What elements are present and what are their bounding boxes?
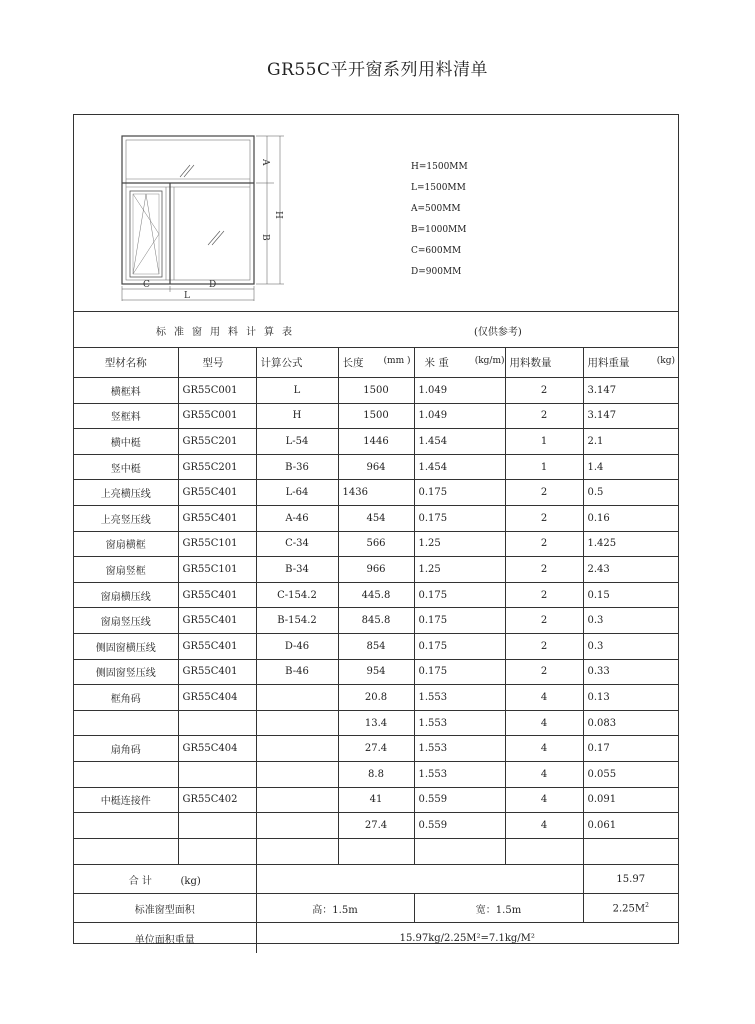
cell-quantity: 1 bbox=[505, 429, 583, 455]
cell-unit-weight: 0.175 bbox=[414, 633, 505, 659]
cell-quantity: 4 bbox=[505, 685, 583, 711]
cell-length: 20.8 bbox=[338, 685, 414, 711]
cell-length bbox=[338, 838, 414, 864]
table-header-row bbox=[74, 348, 678, 378]
cell-length: 454 bbox=[338, 505, 414, 531]
dim-label-c: C bbox=[143, 280, 150, 290]
header-length-unit: (mm ) bbox=[383, 356, 411, 366]
cell-quantity: 2 bbox=[505, 659, 583, 685]
cell-unit-weight: 0.175 bbox=[414, 608, 505, 634]
cell-total-weight: 1.4 bbox=[583, 454, 678, 480]
cell-quantity: 4 bbox=[505, 813, 583, 839]
cell-length: 1500 bbox=[338, 378, 414, 404]
cell-formula bbox=[256, 736, 338, 762]
table-row bbox=[74, 582, 678, 608]
cell-model: GR55C201 bbox=[178, 454, 256, 480]
cell-quantity: 2 bbox=[505, 531, 583, 557]
table-row bbox=[74, 787, 678, 813]
cell-length: 41 bbox=[338, 787, 414, 813]
cell-formula bbox=[256, 710, 338, 736]
cell-formula: L-54 bbox=[256, 429, 338, 455]
cell-unit-weight: 1.454 bbox=[414, 429, 505, 455]
cell-total-weight: 0.061 bbox=[583, 813, 678, 839]
dimension-d: D=900MM bbox=[411, 267, 462, 277]
cell-name: 上亮横压线 bbox=[74, 480, 178, 506]
cell-name: 横框料 bbox=[74, 378, 178, 404]
dim-label-l: L bbox=[184, 291, 190, 301]
table-row bbox=[74, 633, 678, 659]
cell-quantity: 2 bbox=[505, 403, 583, 429]
area-value-cell bbox=[583, 894, 678, 923]
cell-model: GR55C001 bbox=[178, 378, 256, 404]
cell-model: GR55C101 bbox=[178, 557, 256, 583]
sum-value: 15.97 bbox=[583, 865, 678, 894]
cell-total-weight: 2.1 bbox=[583, 429, 678, 455]
cell-length: 8.8 bbox=[338, 761, 414, 787]
sum-label-cell bbox=[74, 865, 256, 894]
cell-unit-weight: 1.049 bbox=[414, 403, 505, 429]
table-row bbox=[74, 838, 678, 864]
cell-total-weight: 0.055 bbox=[583, 761, 678, 787]
cell-unit-weight: 1.25 bbox=[414, 531, 505, 557]
cell-model: GR55C402 bbox=[178, 787, 256, 813]
table-row bbox=[74, 761, 678, 787]
cell-formula: B-34 bbox=[256, 557, 338, 583]
cell-model bbox=[178, 761, 256, 787]
cell-quantity: 2 bbox=[505, 557, 583, 583]
cell-unit-weight: 1.25 bbox=[414, 557, 505, 583]
cell-name: 框角码 bbox=[74, 685, 178, 711]
cell-formula: B-154.2 bbox=[256, 608, 338, 634]
material-list-frame bbox=[73, 114, 679, 944]
table-row bbox=[74, 403, 678, 429]
cell-unit-weight: 0.559 bbox=[414, 787, 505, 813]
cell-model bbox=[178, 710, 256, 736]
cell-total-weight bbox=[583, 838, 678, 864]
cell-quantity: 2 bbox=[505, 378, 583, 404]
area-width: 宽：1.5m bbox=[414, 894, 583, 923]
header-qty: 用料数量 bbox=[505, 348, 583, 378]
table-row bbox=[74, 454, 678, 480]
summary-table bbox=[74, 864, 678, 953]
cell-total-weight: 0.33 bbox=[583, 659, 678, 685]
cell-total-weight: 0.16 bbox=[583, 505, 678, 531]
cell-formula bbox=[256, 838, 338, 864]
unit-weight-row bbox=[74, 923, 678, 954]
cell-name: 侧固窗横压线 bbox=[74, 633, 178, 659]
cell-length: 1446 bbox=[338, 429, 414, 455]
cell-length: 13.4 bbox=[338, 710, 414, 736]
cell-length: 966 bbox=[338, 557, 414, 583]
cell-name bbox=[74, 761, 178, 787]
cell-quantity bbox=[505, 838, 583, 864]
cell-name: 横中梃 bbox=[74, 429, 178, 455]
cell-total-weight: 2.43 bbox=[583, 557, 678, 583]
cell-formula: B-46 bbox=[256, 659, 338, 685]
cell-formula bbox=[256, 813, 338, 839]
area-height: 高：1.5m bbox=[256, 894, 414, 923]
cell-quantity: 2 bbox=[505, 480, 583, 506]
cell-quantity: 4 bbox=[505, 761, 583, 787]
cell-formula bbox=[256, 685, 338, 711]
cell-name bbox=[74, 813, 178, 839]
cell-formula bbox=[256, 787, 338, 813]
cell-unit-weight: 1.553 bbox=[414, 685, 505, 711]
cell-name: 侧固窗竖压线 bbox=[74, 659, 178, 685]
section-note: (仅供参考) bbox=[474, 327, 522, 338]
cell-model: GR55C101 bbox=[178, 531, 256, 557]
cell-unit-weight: 0.559 bbox=[414, 813, 505, 839]
cell-formula: L-64 bbox=[256, 480, 338, 506]
cell-formula: C-154.2 bbox=[256, 582, 338, 608]
cell-name: 窗扇横框 bbox=[74, 531, 178, 557]
dim-label-a: A bbox=[260, 159, 270, 166]
cell-length: 566 bbox=[338, 531, 414, 557]
cell-model: GR55C201 bbox=[178, 429, 256, 455]
cell-total-weight: 0.15 bbox=[583, 582, 678, 608]
cell-formula: C-34 bbox=[256, 531, 338, 557]
cell-unit-weight: 1.454 bbox=[414, 454, 505, 480]
section-heading: 标准窗用料计算表 bbox=[156, 327, 300, 338]
sum-label: 合 计 bbox=[128, 875, 152, 887]
cell-name bbox=[74, 838, 178, 864]
table-row bbox=[74, 685, 678, 711]
cell-model: GR55C404 bbox=[178, 685, 256, 711]
table-row bbox=[74, 659, 678, 685]
cell-total-weight: 0.17 bbox=[583, 736, 678, 762]
cell-model bbox=[178, 813, 256, 839]
dimension-h: H=1500MM bbox=[411, 162, 468, 172]
cell-model: GR55C001 bbox=[178, 403, 256, 429]
cell-name: 窗扇竖框 bbox=[74, 557, 178, 583]
cell-formula: H bbox=[256, 403, 338, 429]
material-table bbox=[74, 347, 678, 865]
header-weight-label: 米 重 bbox=[424, 357, 449, 369]
cell-length: 445.8 bbox=[338, 582, 414, 608]
cell-length: 1500 bbox=[338, 403, 414, 429]
table-row bbox=[74, 736, 678, 762]
cell-name bbox=[74, 710, 178, 736]
unit-weight-label: 单位面积重量 bbox=[74, 923, 256, 954]
cell-length: 954 bbox=[338, 659, 414, 685]
header-length-label: 长度 bbox=[342, 357, 364, 369]
cell-model: GR55C401 bbox=[178, 505, 256, 531]
cell-name: 扇角码 bbox=[74, 736, 178, 762]
cell-unit-weight bbox=[414, 838, 505, 864]
cell-total-weight: 0.083 bbox=[583, 710, 678, 736]
cell-length: 27.4 bbox=[338, 736, 414, 762]
cell-total-weight: 0.13 bbox=[583, 685, 678, 711]
cell-quantity: 2 bbox=[505, 505, 583, 531]
cell-quantity: 2 bbox=[505, 582, 583, 608]
cell-model: GR55C404 bbox=[178, 736, 256, 762]
cell-total-weight: 0.091 bbox=[583, 787, 678, 813]
cell-model bbox=[178, 838, 256, 864]
table-row bbox=[74, 531, 678, 557]
page-title: GR55C平开窗系列用料清单 bbox=[266, 60, 489, 80]
area-row bbox=[74, 894, 678, 923]
table-row bbox=[74, 429, 678, 455]
cell-length: 845.8 bbox=[338, 608, 414, 634]
cell-model: GR55C401 bbox=[178, 659, 256, 685]
cell-length: 27.4 bbox=[338, 813, 414, 839]
cell-formula bbox=[256, 761, 338, 787]
area-value: 2.25M bbox=[612, 903, 646, 915]
table-row bbox=[74, 710, 678, 736]
cell-quantity: 4 bbox=[505, 787, 583, 813]
dimension-c: C=600MM bbox=[411, 246, 462, 256]
header-total bbox=[583, 348, 678, 378]
cell-unit-weight: 0.175 bbox=[414, 480, 505, 506]
header-total-label: 用料重量 bbox=[587, 357, 630, 369]
cell-quantity: 4 bbox=[505, 710, 583, 736]
table-row bbox=[74, 378, 678, 404]
table-row bbox=[74, 480, 678, 506]
cell-unit-weight: 1.553 bbox=[414, 736, 505, 762]
cell-quantity: 1 bbox=[505, 454, 583, 480]
cell-unit-weight: 1.553 bbox=[414, 761, 505, 787]
dim-label-h: H bbox=[273, 211, 283, 219]
cell-total-weight: 0.5 bbox=[583, 480, 678, 506]
dimension-a: A=500MM bbox=[411, 204, 461, 214]
sum-spacer bbox=[256, 865, 583, 894]
cell-unit-weight: 0.175 bbox=[414, 659, 505, 685]
table-row bbox=[74, 557, 678, 583]
cell-model: GR55C401 bbox=[178, 608, 256, 634]
header-model: 型号 bbox=[178, 348, 256, 378]
cell-name: 窗扇横压线 bbox=[74, 582, 178, 608]
cell-unit-weight: 1.553 bbox=[414, 710, 505, 736]
cell-model: GR55C401 bbox=[178, 480, 256, 506]
cell-total-weight: 3.147 bbox=[583, 403, 678, 429]
area-label: 标准窗型面积 bbox=[74, 894, 256, 923]
cell-total-weight: 1.425 bbox=[583, 531, 678, 557]
cell-name: 窗扇竖压线 bbox=[74, 608, 178, 634]
dimension-b: B=1000MM bbox=[411, 225, 467, 235]
cell-formula: L bbox=[256, 378, 338, 404]
sum-unit: (kg) bbox=[180, 875, 201, 887]
cell-length: 854 bbox=[338, 633, 414, 659]
cell-quantity: 2 bbox=[505, 608, 583, 634]
cell-formula: D-46 bbox=[256, 633, 338, 659]
cell-formula: B-36 bbox=[256, 454, 338, 480]
header-formula: 计算公式 bbox=[256, 348, 338, 378]
cell-model: GR55C401 bbox=[178, 633, 256, 659]
cell-unit-weight: 0.175 bbox=[414, 582, 505, 608]
cell-length: 964 bbox=[338, 454, 414, 480]
dim-label-b: B bbox=[260, 234, 270, 241]
cell-name: 竖框料 bbox=[74, 403, 178, 429]
cell-quantity: 4 bbox=[505, 736, 583, 762]
header-weight-unit: (kg/m) bbox=[474, 356, 505, 366]
table-row bbox=[74, 608, 678, 634]
cell-name: 上亮竖压线 bbox=[74, 505, 178, 531]
cell-total-weight: 0.3 bbox=[583, 608, 678, 634]
header-length bbox=[338, 348, 414, 378]
cell-unit-weight: 0.175 bbox=[414, 505, 505, 531]
table-row bbox=[74, 505, 678, 531]
cell-name: 中梃连接件 bbox=[74, 787, 178, 813]
dim-label-d: D bbox=[209, 280, 217, 290]
cell-unit-weight: 1.049 bbox=[414, 378, 505, 404]
section-heading-row bbox=[74, 311, 678, 347]
window-elevation-diagram bbox=[114, 129, 354, 309]
dimension-l: L=1500MM bbox=[411, 183, 466, 193]
cell-formula: A-46 bbox=[256, 505, 338, 531]
header-name: 型材名称 bbox=[74, 348, 178, 378]
cell-quantity: 2 bbox=[505, 633, 583, 659]
cell-total-weight: 0.3 bbox=[583, 633, 678, 659]
cell-length: 1436 bbox=[338, 480, 414, 506]
table-row bbox=[74, 813, 678, 839]
cell-total-weight: 3.147 bbox=[583, 378, 678, 404]
header-weight bbox=[414, 348, 505, 378]
dimension-list bbox=[411, 157, 468, 283]
area-value-sup: 2 bbox=[645, 901, 649, 909]
cell-name: 竖中梃 bbox=[74, 454, 178, 480]
header-total-unit: (kg) bbox=[656, 356, 675, 366]
cell-model: GR55C401 bbox=[178, 582, 256, 608]
unit-weight-value: 15.97kg/2.25M²=7.1kg/M² bbox=[256, 923, 678, 954]
sum-row bbox=[74, 865, 678, 894]
